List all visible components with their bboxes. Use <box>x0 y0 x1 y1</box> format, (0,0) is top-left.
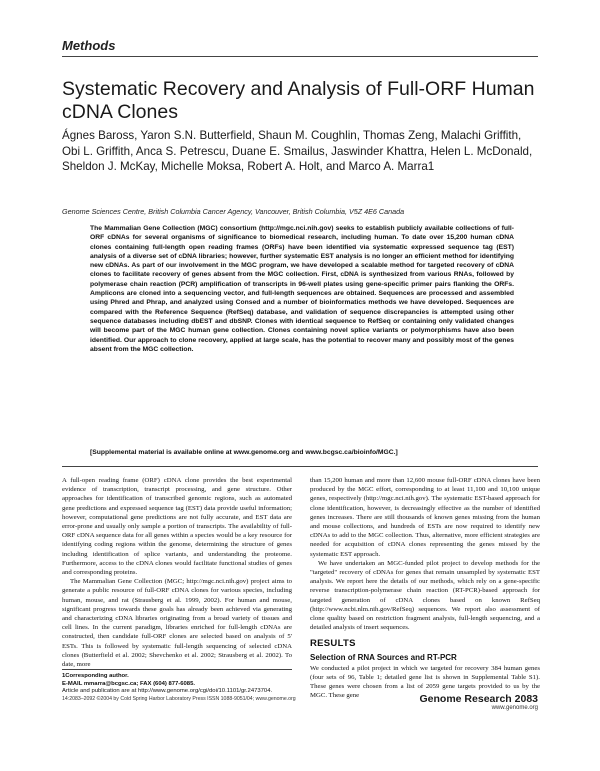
supplemental-note: [Supplemental material is available online at www.genome.org and www.bcgsc.ca/bioinfo/MGC.] <box>90 449 398 456</box>
page-footer <box>62 693 538 711</box>
header-rule <box>62 56 538 57</box>
body-paragraph: We conducted a pilot project in which we targeted for recovery 384 human genes (four sets of 96, Table 1; detailed gene list is shown in Supplemental Table S1). These genes were chosen from a list of 2059 gene targets provided to us by the MGC. These gene <box>310 664 540 700</box>
body-paragraph: We have undertaken an MGC-funded pilot project to develop methods for the "targeted" recovery of cDNAs for genes that remain unsampled by systematic EST analysis. We report here the details of our methods, which rely on a gene-specific reverse transcription-polymerase chain reaction (RT-PCR)-based approach for targeted generation of cDNA clones based on known RefSeq (http://www.ncbi.nlm.nih.gov/RefSeq) sequences. We report also assessment of clone quality based on restriction fragment analysis, full-length sequencing, and a detailed analysis of insert sequences. <box>310 559 540 632</box>
journal-name: Genome Research <box>419 693 512 705</box>
author-list: Ágnes Baross, Yaron S.N. Butterfield, Shaun M. Coughlin, Thomas Zeng, Malachi Griffith, Obi L. Griffith, Anca S. Petrescu, Duane E. Smailus, Jaswinder Khattra, Helen L. McDonald, Sheldon J. McKay, Michelle Moksa, Robert A. Holt, and Marco A. Marra1 <box>62 129 533 173</box>
journal-name-page <box>420 693 539 705</box>
footer-citation: 14:2083–2092 ©2004 by Cold Spring Harbor Laboratory Press ISSN 1088-9051/04; www.genome.org <box>62 696 296 702</box>
section-label: Methods <box>62 38 116 53</box>
body-paragraph: A full-open reading frame (ORF) cDNA clone provides the best experimental evidence of transcription, transcript processing, and gene structure. Other approaches for identification of transcribed genomic regions, such as automated gene predictions and expressed sequence tag (EST) data provide useful information; however, computational gene predictions are not fully accurate, and EST data are error-prone and usually only sample a portion of transcripts. The availability of full-ORF cDNA sequence data for all genes within a species would be a key resource for identifying coding regions within the genome, determining the structure of genes including identification of splice variants, and understanding the proteome. Furthermore, access to the cDNA clones would facilitate functional studies of genes and corresponding proteins. <box>62 477 292 577</box>
results-subheading: Selection of RNA Sources and RT-PCR <box>310 652 457 662</box>
article-title: Systematic Recovery and Analysis of Full-ORF Human cDNA Clones <box>62 78 535 123</box>
corresponding-author-label: 1Corresponding author. <box>62 673 129 679</box>
body-paragraph: The Mammalian Gene Collection (MGC; http://mgc.nci.nih.gov) project aims to generate a public resource of full-ORF cDNA clones for various species, including human, mouse, and rat (Strausberg et al. 1999, 2002). For human and mouse, significant progress towards these goals has already been achieved via generating and characterizing cDNA libraries originating from a broad variety of tissues and cell lines. In the current paradigm, libraries enriched for full-length cDNAs are constructed, then candidate full-ORF clones are selected based on analysis of 5' ESTs. This is followed by systematic full-length sequencing of selected cDNA clones (Butterfield et al. 2002; Shevchenko et al. 2002; Strausberg et al. 2002). To date, more <box>62 578 292 669</box>
correspondence-note <box>62 669 292 696</box>
body-column-left <box>62 476 292 669</box>
page-number: 2083 <box>514 693 538 705</box>
affiliation: Genome Sciences Centre, British Columbia Cancer Agency, Vancouver, British Columbia, V5Z 4E6 Canada <box>62 207 405 216</box>
body-column-right <box>310 476 540 701</box>
article-doi-note: Article and publication are at http://www.genome.org/cgi/doi/10.1101/gr.2473704. <box>62 688 273 695</box>
results-heading: RESULTS <box>310 638 356 650</box>
journal-site: www.genome.org <box>491 705 538 711</box>
author-email: E-MAIL mmarra@bcgsc.ca; FAX (604) 877-6085. <box>62 680 195 687</box>
abstract: The Mammalian Gene Collection (MGC) consortium (http://mgc.nci.nih.gov) seeks to establish publicly available collections of full-ORF cDNAs for several organisms of significance to biomedical research, including human. To date over 15,200 human cDNA clones containing full-length open reading frames (ORFs) have been identified via systematic expressed sequence tag (EST) analysis of a diverse set of cDNA libraries; however, further systematic EST analysis is no longer an efficient method for identifying new cDNAs. As part of our involvement in the MGC program, we have developed a scalable method for targeted recovery of cDNA clones to facilitate recovery of genes absent from the MGC collection. First, cDNA is synthesized from various RNAs, followed by polymerase chain reaction (PCR) amplification of transcripts in 96-well plates using gene-specific primer pairs flanking the ORFs. Amplicons are cloned into a sequencing vector, and full-length sequences are obtained. Sequences are processed and assembled using Phred and Phrap, and analyzed using Consed and a number of bioinformatics methods we have developed. Sequences are compared with the Reference Sequence (RefSeq) database, and validation of sequence discrepancies is attempted using other sequence databases including dbEST and dbSNP. Clones with identical sequence to RefSeq or containing only validated changes will become part of the MGC human gene collection. Clones containing novel splice variants or polymorphisms have also been identified. Our approach to clone recovery, applied at large scale, has the potential to recover many and possibly most of the genes absent from the MGC collection. <box>90 225 514 353</box>
body-paragraph: than 15,200 human and more than 12,600 mouse full-ORF cDNA clones have been produced by the MGC effort, corresponding to at least 11,100 and 10,100 unique genes, respectively (http://mgc.nci.nih.gov). The systematic EST-based approach for clone identification, however, is decreasingly effective as the number of identified genes increases. There are still thousands of known genes missing from the human and mouse collections, and hundreds of ESTs are now required to identify new cDNAs to add to the MGC collection. Thus, alternative, more efficient strategies are needed for acquisition of cDNA clones representing the genes missed by the systematic EST approach. <box>310 477 540 558</box>
abstract-rule <box>62 466 538 467</box>
